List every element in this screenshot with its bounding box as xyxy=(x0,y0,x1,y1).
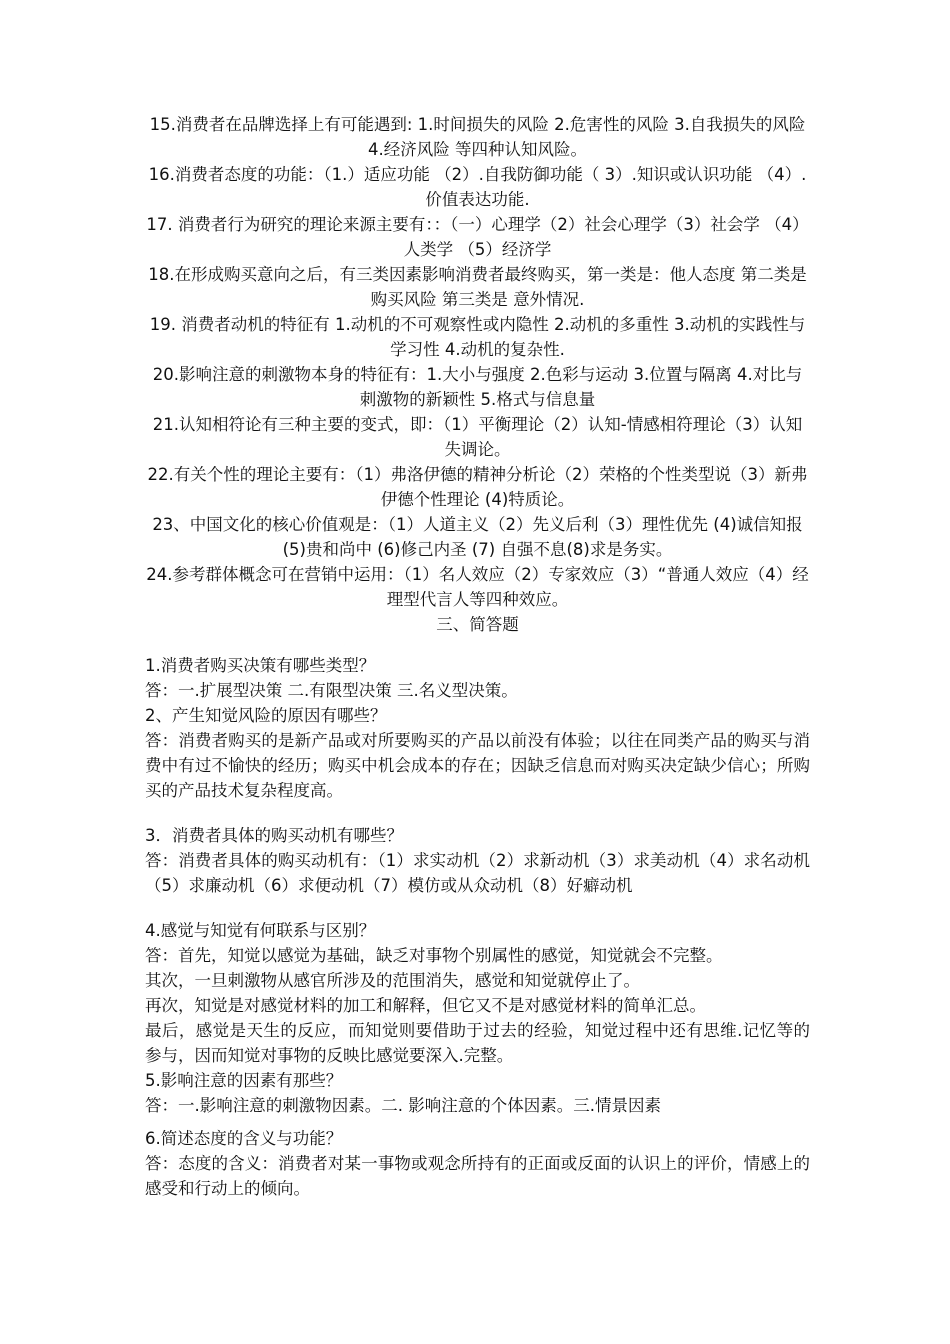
answer: 答：一.影响注意的刺激物因素。二. 影响注意的个体因素。三.情景因素 xyxy=(145,1096,661,1115)
question: 5.影响注意的因素有那些？ xyxy=(145,1071,343,1090)
question: 1.消费者购买决策有哪些类型？ xyxy=(145,656,376,675)
qa-section xyxy=(145,653,810,1201)
item-21: 21.认知相符论有三种主要的变式，即：（1）平衡理论（2）认知-情感相符理论（3）认知失调论。 xyxy=(152,415,803,459)
qa-item-5 xyxy=(145,1068,810,1118)
question: 4.感觉与知觉有何联系与区别？ xyxy=(145,921,376,940)
item-17: 17. 消费者行为研究的理论来源主要有：：（一）心理学（2）社会心理学（3）社会学 （4）人类学 （5）经济学 xyxy=(146,215,809,259)
section-title: 三、简答题 xyxy=(436,615,519,634)
qa-item-4 xyxy=(145,918,810,1068)
item-24: 24.参考群体概念可在营销中运用：（1）名人效应（2）专家效应（3）“普通人效应（4）经理型代言人等四种效应。 xyxy=(146,565,809,609)
item-22: 22.有关个性的理论主要有：（1）弗洛伊德的精神分析论（2）荣格的个性类型说（3）新弗伊德个性理论 (4)特质论。 xyxy=(147,465,808,509)
document-page xyxy=(145,112,810,1201)
answer: 答：消费者购买的是新产品或对所要购买的产品以前没有体验；以往在同类产品的购买与消费中有过不愉快的经历；购买中机会成本的存在；因缺乏信息而对购买决定缺少信心；所购买的产品技术复杂程度高。 xyxy=(145,731,810,800)
qa-item-2 xyxy=(145,703,810,803)
answer-line: 最后，感觉是天生的反应，而知觉则要借助于过去的经验，知觉过程中还有思维.记忆等的参与，因而知觉对事物的反映比感觉要深入.完整。 xyxy=(145,1021,810,1065)
spacer xyxy=(145,898,810,918)
item-23: 23、中国文化的核心价值观是：（1）人道主义（2）先义后利（3）理性优先 (4)诚信知报 (5)贵和尚中 (6)修己内圣 (7) 自强不息(8)求是务实。 xyxy=(152,515,803,559)
question: 6.简述态度的含义与功能？ xyxy=(145,1129,343,1148)
qa-item-3 xyxy=(145,823,810,898)
spacer xyxy=(145,803,810,823)
item-15: 15.消费者在品牌选择上有可能遇到: 1.时间损失的风险 2.危害性的风险 3.自我损失的风险 4.经济风险 等四种认知风险。 xyxy=(149,115,806,159)
answer-line: 再次，知觉是对感觉材料的加工和解释，但它又不是对感觉材料的简单汇总。 xyxy=(145,996,706,1015)
answer: 答：消费者具体的购买动机有：（1）求实动机（2）求新动机（3）求美动机（4）求名动机（5）求廉动机（6）求便动机（7）模仿或从众动机（8）好癖动机 xyxy=(145,851,810,895)
qa-item-6 xyxy=(145,1126,810,1201)
question: 2、产生知觉风险的原因有哪些？ xyxy=(145,706,387,725)
qa-item-1 xyxy=(145,653,810,703)
spacer xyxy=(145,1118,810,1126)
answer-line: 其次，一旦刺激物从感官所涉及的范围消失，感觉和知觉就停止了。 xyxy=(145,971,640,990)
question: 3．消费者具体的购买动机有哪些？ xyxy=(145,826,403,845)
item-19: 19. 消费者动机的特征有 1.动机的不可观察性或内隐性 2.动机的多重性 3.动机的实践性与学习性 4.动机的复杂性. xyxy=(149,315,806,359)
item-20: 20.影响注意的刺激物本身的特征有：1.大小与强度 2.色彩与运动 3.位置与隔离 4.对比与刺激物的新颖性 5.格式与信息量 xyxy=(152,365,803,409)
answer-line: 答：首先，知觉以感觉为基础，缺乏对事物个别属性的感觉，知觉就会不完整。 xyxy=(145,946,723,965)
answer: 答：态度的含义：消费者对某一事物或观念所持有的正面或反面的认识上的评价，情感上的感受和行动上的倾向。 xyxy=(145,1154,810,1198)
item-16: 16.消费者态度的功能：（1.）适应功能 （2）.自我防御功能（ 3）.知识或认识功能 （4）.价值表达功能. xyxy=(148,165,807,209)
answer: 答：一.扩展型决策 二.有限型决策 三.名义型决策。 xyxy=(145,681,518,700)
item-18: 18.在形成购买意向之后，有三类因素影响消费者最终购买，第一类是：他人态度 第二类是 购买风险 第三类是 意外情况. xyxy=(148,265,807,309)
